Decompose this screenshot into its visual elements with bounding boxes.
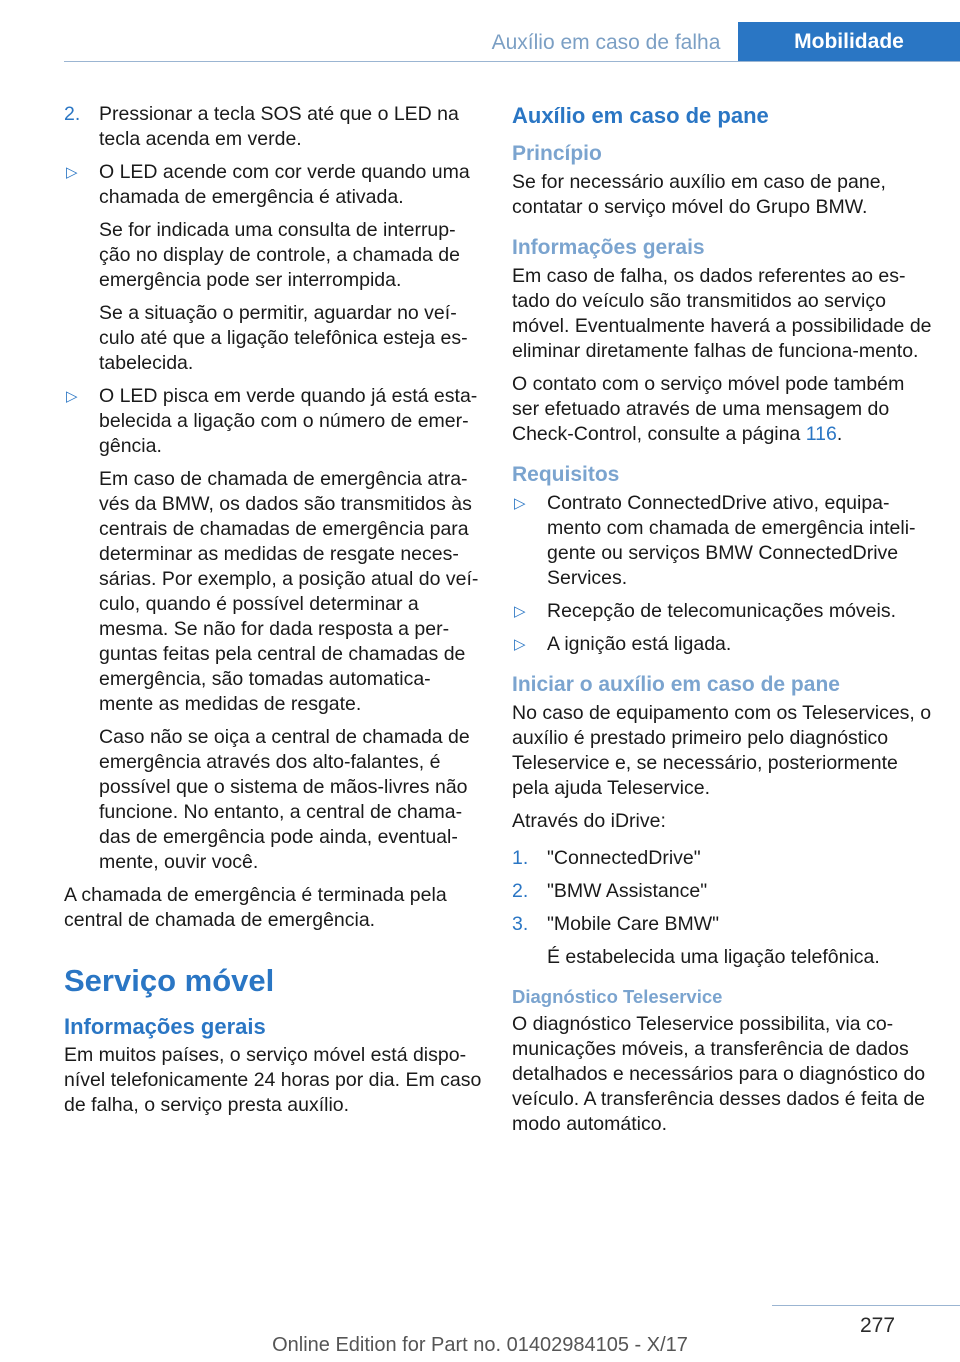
bullet-paragraph: Em caso de chamada de emergência atra-vés da BMW, os dados são transmitidos às centrais de chamadas de emergência para determinar as medidas de resgate neces-sárias. Por exemplo, a posição atual do veí-culo, quando é possível determinar a mesma. Se não for dada resposta a per-guntas feitas pela central de chamadas de emergência, são tomadas automatica-mente as medidas de resgate.	[99, 468, 479, 715]
requirement-text: Contrato ConnectedDrive ativo, equipa-mento com chamada de emergência inteli-gente ou serviços BMW ConnectedDrive Services.	[547, 492, 916, 589]
requirement-item	[512, 491, 932, 591]
step-subtext: É estabelecida uma ligação telefônica.	[547, 946, 880, 968]
right-column	[512, 102, 932, 1145]
heading-requisitos: Requisitos	[512, 463, 620, 486]
step-2-text: Pressionar a tecla SOS até que o LED na tecla acenda em verde.	[99, 103, 459, 150]
idrive-step	[512, 912, 932, 970]
triangle-bullet-icon: ▷	[514, 603, 526, 620]
heading-auxilio-pane: Auxílio em caso de pane	[512, 103, 769, 128]
closing-paragraph: A chamada de emergência é terminada pela central de chamada de emergência.	[64, 884, 447, 931]
bullet-led-green	[64, 160, 482, 376]
triangle-bullet-icon: ▷	[514, 636, 526, 653]
bullet-led-blink	[64, 384, 482, 875]
info-text: O contato com o serviço móvel pode também ser efetuado através de uma mensagem do Check-Control, consulte a página	[512, 373, 905, 445]
step-number: 3.	[512, 913, 529, 935]
requirement-item	[512, 632, 932, 657]
info-text-end: .	[836, 423, 843, 445]
step-text: "BMW Assistance"	[547, 880, 708, 902]
idrive-step	[512, 846, 932, 871]
triangle-bullet-icon: ▷	[66, 388, 78, 405]
step-number: 2.	[512, 880, 529, 902]
requirement-item	[512, 599, 932, 624]
bullet-text: O LED acende com cor verde quando uma chamada de emergência é ativada.	[99, 161, 470, 208]
bullet-paragraph: Se for indicada uma consulta de interrup-ção no display de controle, a chamada de emergência pode ser interrompida.	[99, 219, 460, 291]
heading-iniciar-auxilio: Iniciar o auxílio em caso de pane	[512, 673, 840, 696]
section-heading-servico-movel: Serviço móvel	[64, 963, 275, 998]
step-text: "ConnectedDrive"	[547, 847, 701, 869]
bullet-paragraph: Caso não se oiça a central de chamada de emergência através dos alto-falantes, é possível que o sistema de mãos-livres não funcione. No entanto, a central de chama-das de emergência pode ainda, eventual-mente, ouvir você.	[99, 726, 470, 873]
section-title: Auxílio em caso de falha	[491, 31, 721, 54]
triangle-bullet-icon: ▷	[66, 164, 78, 181]
info-paragraph-1: Em caso de falha, os dados referentes ao es-tado do veículo são transmitidos ao serviço móvel. Eventualmente haverá a possibilidade de eliminar diretamente falhas de funciona-mento.	[512, 265, 932, 362]
requirement-text: Recepção de telecomunicações móveis.	[547, 600, 897, 622]
page-header	[0, 0, 960, 62]
page-link[interactable]: 116	[805, 423, 837, 445]
idrive-paragraph: Através do iDrive:	[512, 810, 666, 832]
heading-informacoes-gerais: Informações gerais	[512, 236, 705, 259]
triangle-bullet-icon: ▷	[514, 495, 526, 512]
header-divider	[64, 61, 960, 62]
diag-paragraph: O diagnóstico Teleservice possibilita, via co-municações móveis, a transferência de dados detalhados e necessários para o diagnóstico do veículo. A transferência desses dados é feita de modo automático.	[512, 1013, 926, 1135]
idrive-step	[512, 879, 932, 904]
step-2	[64, 102, 482, 152]
chapter-tab: Mobilidade	[738, 22, 960, 62]
step-number: 1.	[512, 847, 529, 869]
info-paragraph: Em muitos países, o serviço móvel está dispo-nível telefonicamente 24 horas por dia. Em caso de falha, o serviço presta auxílio.	[64, 1044, 482, 1116]
subheading-informacoes-gerais: Informações gerais	[64, 1014, 266, 1039]
heading-diagnostico: Diagnóstico Teleservice	[512, 986, 723, 1007]
step-text: "Mobile Care BMW"	[547, 913, 720, 935]
footer-divider	[772, 1305, 960, 1306]
requirement-text: A ignição está ligada.	[547, 633, 732, 655]
start-paragraph: No caso de equipamento com os Teleservices, o auxílio é prestado primeiro pelo diagnóstico Teleservice e, se necessário, posteriormente pela ajuda Teleservice.	[512, 702, 932, 799]
left-column	[64, 102, 482, 1126]
principio-paragraph: Se for necessário auxílio em caso de pane, contatar o serviço móvel do Grupo BMW.	[512, 171, 886, 218]
bullet-paragraph: Se a situação o permitir, aguardar no veí-culo até que a ligação telefônica esteja es-tabelecida.	[99, 302, 468, 374]
heading-principio: Princípio	[512, 142, 602, 165]
bullet-text: O LED pisca em verde quando já está esta-belecida a ligação com o número de emer-gência.	[99, 385, 478, 457]
edition-footer: Online Edition for Part no. 01402984105 - X/17	[272, 1334, 688, 1356]
page-number: 277	[860, 1314, 896, 1337]
step-number: 2.	[64, 103, 81, 125]
info-paragraph-2	[512, 372, 932, 447]
